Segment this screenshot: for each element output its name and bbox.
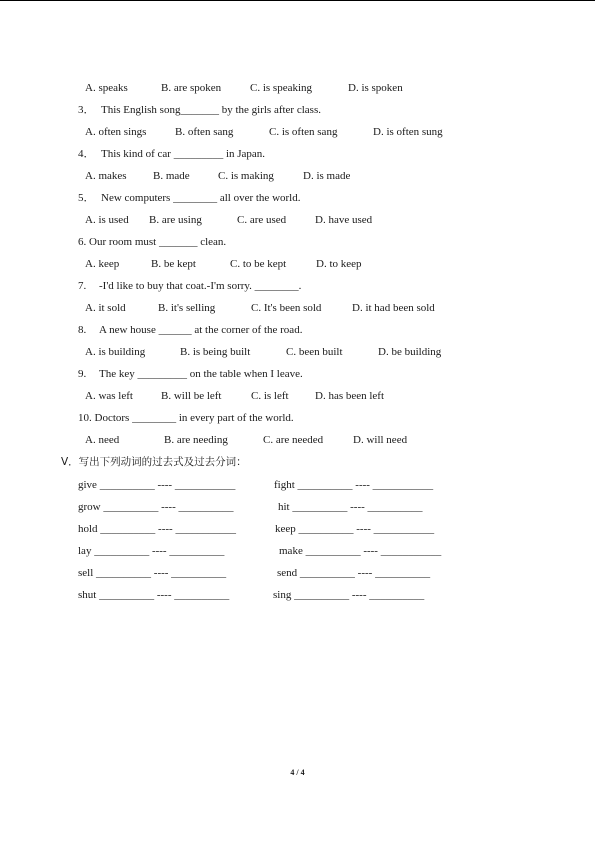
line-text: lay __________ ---- __________: [78, 545, 225, 557]
option-text: D. to keep: [316, 258, 362, 270]
text-line: [0, 543, 595, 559]
text-line: [0, 168, 595, 184]
text-line: [0, 587, 595, 603]
option-text: hit __________ ---- __________: [278, 501, 423, 513]
line-text: 4．: [78, 148, 95, 160]
line-text: 3．: [78, 104, 95, 116]
text-line: [0, 388, 595, 404]
text-line: [0, 234, 595, 250]
option-text: -I'd like to buy that coat.-I'm sorry. ________.: [99, 280, 302, 292]
page-number: 4 / 4: [290, 768, 305, 777]
option-text: C. is making: [218, 170, 274, 182]
option-text: This kind of car _________ in Japan.: [101, 148, 266, 160]
option-text: This English song_______ by the girls after class.: [101, 104, 321, 116]
option-text: D. is spoken: [348, 82, 403, 94]
option-text: B. be kept: [151, 258, 196, 270]
option-text: B. often sang: [175, 126, 234, 138]
option-text: B. will be left: [161, 390, 222, 402]
line-text: A. keep: [85, 258, 120, 270]
line-text: grow __________ ---- __________: [78, 501, 234, 513]
line-text: 7.: [78, 280, 87, 292]
line-text: A. was left: [85, 390, 133, 402]
option-text: B. are using: [149, 214, 202, 226]
line-text: A. speaks: [85, 82, 128, 94]
line-text: V．写出下列动词的过去式及过去分词：: [61, 456, 247, 468]
option-text: C. is often sang: [269, 126, 338, 138]
text-line: [0, 190, 595, 206]
line-text: shut __________ ---- __________: [78, 589, 230, 601]
option-text: keep __________ ---- ___________: [275, 523, 435, 535]
line-text: A. is used: [85, 214, 129, 226]
line-text: 10. Doctors ________ in every part of the world.: [78, 412, 294, 424]
text-line: [0, 565, 595, 581]
option-text: D. is made: [303, 170, 351, 182]
option-text: C. are used: [237, 214, 287, 226]
line-text: give __________ ---- ___________: [78, 479, 236, 491]
option-text: D. have used: [315, 214, 373, 226]
line-text: 6. Our room must _______ clean.: [78, 236, 227, 248]
text-line: [0, 366, 595, 382]
option-text: D. has been left: [315, 390, 385, 402]
text-line: [0, 432, 595, 448]
option-text: B. are spoken: [161, 82, 222, 94]
option-text: B. is being built: [180, 346, 251, 358]
option-text: C. It's been sold: [251, 302, 322, 314]
option-text: B. made: [153, 170, 190, 182]
line-text: A. makes: [85, 170, 127, 182]
option-text: A new house ______ at the corner of the road.: [99, 324, 303, 336]
text-line: [0, 124, 595, 140]
option-text: D. is often sung: [373, 126, 443, 138]
option-text: New computers ________ all over the world.: [101, 192, 301, 204]
text-line: [0, 80, 595, 96]
option-text: D. be building: [378, 346, 442, 358]
line-text: 5．: [78, 192, 95, 204]
option-text: B. it's selling: [158, 302, 216, 314]
line-text: hold __________ ---- ___________: [78, 523, 236, 535]
text-line: [0, 278, 595, 294]
option-text: C. been built: [286, 346, 343, 358]
option-text: fight __________ ---- ___________: [274, 479, 434, 491]
text-line: [0, 146, 595, 162]
text-line: [0, 256, 595, 272]
line-text: sell __________ ---- __________: [78, 567, 227, 579]
option-text: C. is left: [251, 390, 289, 402]
line-text: 9.: [78, 368, 87, 380]
text-line: [0, 521, 595, 537]
option-text: D. it had been sold: [352, 302, 435, 314]
text-line: [0, 499, 595, 515]
line-text: A. need: [85, 434, 120, 446]
option-text: C. is speaking: [250, 82, 313, 94]
text-line: [0, 102, 595, 118]
text-line: [0, 322, 595, 338]
text-line: [0, 454, 595, 470]
option-text: C. to be kept: [230, 258, 287, 270]
option-text: send __________ ---- __________: [277, 567, 431, 579]
line-text: A. is building: [85, 346, 146, 358]
option-text: make __________ ---- ___________: [279, 545, 442, 557]
text-line: [0, 410, 595, 426]
option-text: C. are needed: [263, 434, 324, 446]
option-text: B. are needing: [164, 434, 228, 446]
page-top-rule: [0, 0, 595, 1]
option-text: D. will need: [353, 434, 408, 446]
text-line: [0, 212, 595, 228]
text-line: [0, 344, 595, 360]
text-line: [0, 300, 595, 316]
line-text: 8.: [78, 324, 87, 336]
text-line: [0, 477, 595, 493]
line-text: A. it sold: [85, 302, 126, 314]
option-text: sing __________ ---- __________: [273, 589, 425, 601]
option-text: The key _________ on the table when I leave.: [99, 368, 303, 380]
line-text: A. often sings: [85, 126, 147, 138]
